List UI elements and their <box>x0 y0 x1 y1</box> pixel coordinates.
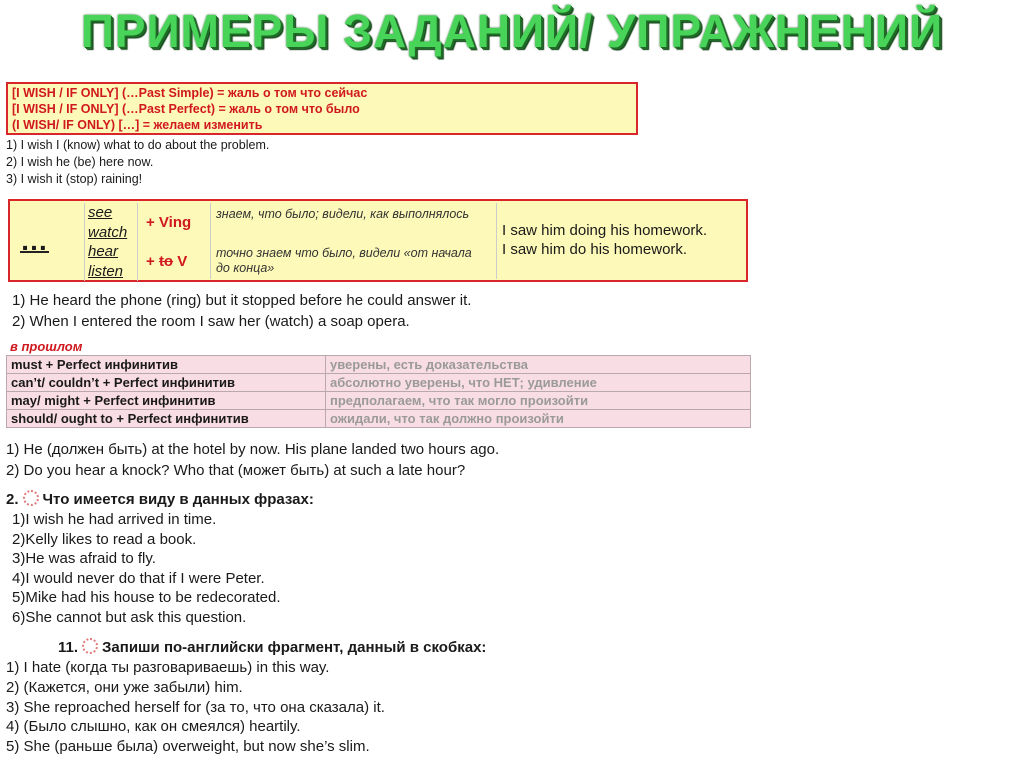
v-label: V <box>173 253 188 270</box>
list-item: 2) I wish he (be) here now. <box>6 155 154 169</box>
list-item: 6)She cannot but ask this question. <box>12 608 247 626</box>
task-2-heading <box>6 490 314 508</box>
task-2-list <box>12 510 281 628</box>
struck-to: to <box>158 253 174 270</box>
modal-meaning: абсолютно уверены, что НЕТ; удивление <box>326 374 751 392</box>
perception-exercise-list <box>12 290 471 332</box>
task-number: 11. <box>58 639 79 656</box>
list-item: 3)He was afraid to fly. <box>12 550 156 568</box>
list-item: 4)I would never do that if I were Peter. <box>12 569 265 587</box>
list-item: 1) He heard the phone (ring) but it stopped before he could answer it. <box>12 292 472 309</box>
list-item: 3) I wish it (stop) raining! <box>6 172 143 186</box>
modals-table <box>6 355 751 428</box>
wish-rule-1: [I WISH / IF ONLY] (…Past Simple) = жаль о том что сейчас <box>12 86 368 100</box>
wish-rule-2: [I WISH / IF ONLY] (…Past Perfect) = жаль о том что было <box>12 102 360 116</box>
divider <box>210 203 211 279</box>
list-item: 5)Mike had his house to be redecorated. <box>12 589 281 607</box>
verb-see: see <box>88 204 113 221</box>
example-bare-infinitive: I saw him do his homework. <box>502 241 688 258</box>
to-v-rule <box>146 253 187 270</box>
to-v-description: точно знаем что было, видели «от начала до конца» <box>216 246 472 275</box>
task-number: 2. <box>6 491 19 508</box>
divider <box>496 203 497 279</box>
task-title: Что имеется виду в данных фразах: <box>42 491 314 508</box>
task-11-list <box>6 658 385 757</box>
modal-form: can’t/ couldn’t + Perfect инфинитив <box>7 374 326 392</box>
perception-examples <box>502 221 707 259</box>
table-row <box>7 374 751 392</box>
wish-exercise-list <box>6 137 269 188</box>
modal-form: may/ might + Perfect инфинитив <box>7 392 326 410</box>
modal-exercise-list <box>6 439 499 481</box>
modal-form: should/ ought to + Perfect инфинитив <box>7 410 326 428</box>
wish-rules-box <box>6 82 638 135</box>
modal-meaning: уверены, есть доказательства <box>326 356 751 374</box>
sun-icon <box>23 490 39 506</box>
verb-watch: watch <box>88 223 128 241</box>
table-row <box>7 392 751 410</box>
list-item: 2) (Кажется, они уже забыли) him. <box>6 678 243 696</box>
task-11-heading <box>58 638 486 656</box>
table-row <box>7 356 751 374</box>
table-row <box>7 410 751 428</box>
list-item: 2) Do you hear a knock? Who that (может быть) at such a late hour? <box>6 462 466 479</box>
page-title: ПРИМЕРЫ ЗАДАНИЙ/ УПРАЖНЕНИЙ <box>80 5 944 57</box>
example-ving: I saw him doing his homework. <box>502 222 708 239</box>
list-item: 1) I hate (когда ты разговариваешь) in this way. <box>6 659 330 676</box>
task-title: Запиши по-английски фрагмент, данный в скобках: <box>102 639 487 656</box>
modal-form: must + Perfect инфинитив <box>7 356 326 374</box>
modal-meaning: предполагаем, что так могло произойти <box>326 392 751 410</box>
ving-description: знаем, что было; видели, как выполнялось <box>216 207 470 221</box>
list-item: 1) He (должен быть) at the hotel by now. His plane landed two hours ago. <box>6 441 500 458</box>
wish-rule-3: (I WISH/ IF ONLY) […] = желаем изменить <box>12 118 263 132</box>
verb-listen: listen <box>88 262 124 280</box>
verb-hear: hear <box>88 243 119 260</box>
list-item: 5) She (раньше была) overweight, but now she’s slim. <box>6 738 370 756</box>
perception-verb-list <box>84 203 138 281</box>
list-item: 1)I wish he had arrived in time. <box>12 511 217 528</box>
ellipsis-marker: … <box>20 225 49 256</box>
plus-sign: + <box>146 253 159 270</box>
list-item: 1) I wish I (know) what to do about the problem. <box>6 138 270 152</box>
list-item: 2)Kelly likes to read a book. <box>12 530 197 548</box>
perception-verbs-box <box>8 199 748 282</box>
sun-icon <box>82 638 98 654</box>
list-item: 4) (Было слышно, как он смеялся) heartily. <box>6 718 301 736</box>
list-item: 3) She reproached herself for (за то, что она сказала) it. <box>6 698 385 716</box>
modals-section-header: в прошлом <box>10 339 83 354</box>
ving-rule: + Ving <box>146 214 192 231</box>
modal-meaning: ожидали, что так должно произойти <box>326 410 751 428</box>
list-item: 2) When I entered the room I saw her (watch) a soap opera. <box>12 313 410 330</box>
